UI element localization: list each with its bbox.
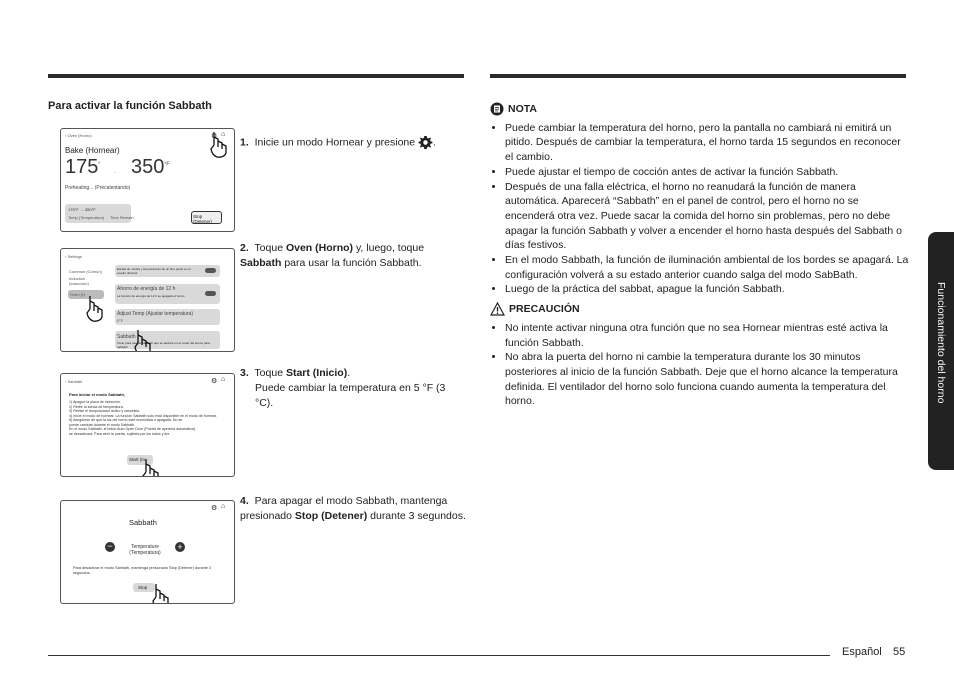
instructions-list: 1) Apague la placa de inducción. 2) Retire la sonda de temperatura. 3) Revise el temporizador activo y cancélelo. 4) Inicie el modo de hornear. La función Sabbath solo está disponible en el modo de hornear. 5) Asegúrese de que la luz del horno esté encendida o apagada. No se puede cambiar durante el modo Sabbath. En el modo Sabbath, el botón Auto Open Door (Puerta de apertura automática) se desactivará. Para abrir la puerta, sujétela por los lados y tire. (69, 400, 218, 436)
screen-sabbath-start (60, 373, 235, 477)
hand-pointer-icon (141, 456, 163, 477)
settings-row-adjust-temp[interactable]: Adjust Temp (Ajustar temperatura) 0°F (115, 309, 220, 325)
note-heading: NOTA (490, 102, 910, 117)
back-breadcrumb[interactable]: ‹ Settings (65, 254, 82, 259)
settings-row-sabbath[interactable]: Sabbath Tocar para usar al Sabbath que se declare en el modo del Horno para sabbath (115, 331, 220, 349)
step-1: 1. Inicie un modo Hornear y presione . (240, 136, 436, 149)
gear-icon[interactable]: ⚙ (211, 133, 218, 140)
arrow-icon: → (113, 169, 117, 174)
status-text: Preheating... (Precalentando) (65, 185, 131, 191)
note-item: • Puede ajustar el tiempo de cocción antes de activar la función Sabbath. (505, 165, 910, 180)
warning-icon (490, 302, 505, 316)
caution-list (490, 321, 910, 409)
screen-bake (60, 128, 235, 232)
stop-button[interactable]: Stop (Detener) (191, 211, 222, 224)
side-tab: Funcionamiento del horno (928, 232, 954, 470)
sabbath-title: Sabbath (129, 518, 157, 527)
gear-icon[interactable]: ⚙ (211, 378, 218, 385)
settings-row-1[interactable]: Escala de modos y temperaturas de un fino punto en el cuadro discutor (115, 265, 220, 277)
gear-icon (418, 135, 433, 150)
screen-sabbath-active (60, 500, 235, 604)
step-2: 2. Toque Oven (Horno) y, luego, toque Sabbath para usar la función Sabbath. (240, 242, 425, 269)
settings-row-energy[interactable]: Ahorro de energía de 12 h La función de energía de 12 h se apagará el horno (115, 284, 220, 304)
hand-pointer-icon (85, 293, 107, 323)
step-3: 3. Toque Start (Inicio). Puede cambiar la temperatura en 5 °F (3 °C). (240, 367, 446, 409)
current-temp: 175° (65, 156, 101, 178)
side-item-oven[interactable]: Oven (H (68, 290, 104, 299)
screen-settings (60, 248, 235, 352)
note-item: • Después de una falla eléctrica, el horno no reanudará la función de manera automática. Aparecerá “Sabbath” en el panel de control, pero el horno no se encenderá otra vez. Puede sacar la comida del horno sin problemas, pero no debe apagar la función Sabbath y volver a encender el horno hasta después del Sabbath o días festivos. (505, 180, 910, 254)
hand-pointer-icon (209, 129, 231, 159)
hand-pointer-icon (133, 327, 155, 352)
note-item: • En el modo Sabbath, la función de iluminación ambiental de los bordes se apagará. La configuración volverá a su estado anterior cuando salga del modo SabBath. (505, 253, 910, 282)
back-breadcrumb[interactable]: ‹ Oven (Horno) (65, 133, 92, 138)
note-item: • Puede cambiar la temperatura del horno, pero la pantalla no cambiará ni emitirá un pitido. Después de cambiar la temperatura, el horno tarda 15 segundos en reconocer el cambio. (505, 121, 910, 165)
top-rule-left (48, 74, 464, 78)
note-icon (490, 102, 504, 116)
section-title: Para activar la función Sabbath (48, 100, 212, 112)
footer-rule (48, 655, 830, 656)
caution-heading: PRECAUCIÓN (490, 302, 910, 317)
home-icon[interactable]: ⌂ (221, 376, 226, 383)
instructions-heading: Para iniciar el modo Sabbath, (69, 392, 126, 397)
page-number: 55 (893, 646, 906, 658)
side-item-common[interactable]: Common (Común) (69, 269, 102, 274)
time-remain: Time Remain (110, 215, 134, 220)
temp-pill[interactable]: 175°F → 350°F Temp (Temperatura) (65, 204, 131, 223)
gear-icon[interactable]: ⚙ (211, 505, 218, 512)
notes-column (490, 102, 910, 409)
top-rule-right (490, 74, 906, 78)
note-list (490, 121, 910, 297)
home-icon[interactable]: ⌂ (221, 131, 226, 138)
deactivate-note: Para desactivar el modo Sabbath, mantenga presionado Stop (Detener) durante 3 segundos. (73, 566, 212, 575)
set-temp[interactable]: $350^{^\circ F}$ (131, 156, 170, 178)
start-button[interactable]: Start (In (127, 455, 153, 465)
note-item: • Luego de la práctica del sabbat, apague la función Sabbath. (505, 282, 910, 297)
back-breadcrumb[interactable]: ‹ Sabbath (65, 379, 83, 384)
stop-button[interactable]: Stop (133, 583, 155, 592)
mode-title: Bake (Hornear) (65, 146, 120, 155)
footer-language: Español (842, 646, 882, 658)
minus-icon[interactable]: − (105, 542, 115, 552)
hand-pointer-icon (151, 581, 173, 604)
step-4: 4. Para apagar el modo Sabbath, mantenga presionado Stop (Detener) durante 3 segundos. (240, 495, 466, 522)
plus-icon[interactable]: + (175, 542, 185, 552)
home-icon[interactable]: ⌂ (221, 503, 226, 510)
caution-item: • No intente activar ninguna otra función que no sea Hornear mientras esté activa la función Sabbath. (505, 321, 910, 350)
caution-item: • No abra la puerta del horno ni cambie la temperatura durante los 30 minutos posteriores al inicio de la función Sabbath. Deje que el horno alcance la temperatura definida. El ventilador del horno solo funciona cuando aumenta la temperatura del horno. (505, 350, 910, 409)
temperature-label: Temperature (Temperatura) (129, 544, 161, 556)
side-item-induction[interactable]: Induction (Inducción) (69, 276, 89, 286)
